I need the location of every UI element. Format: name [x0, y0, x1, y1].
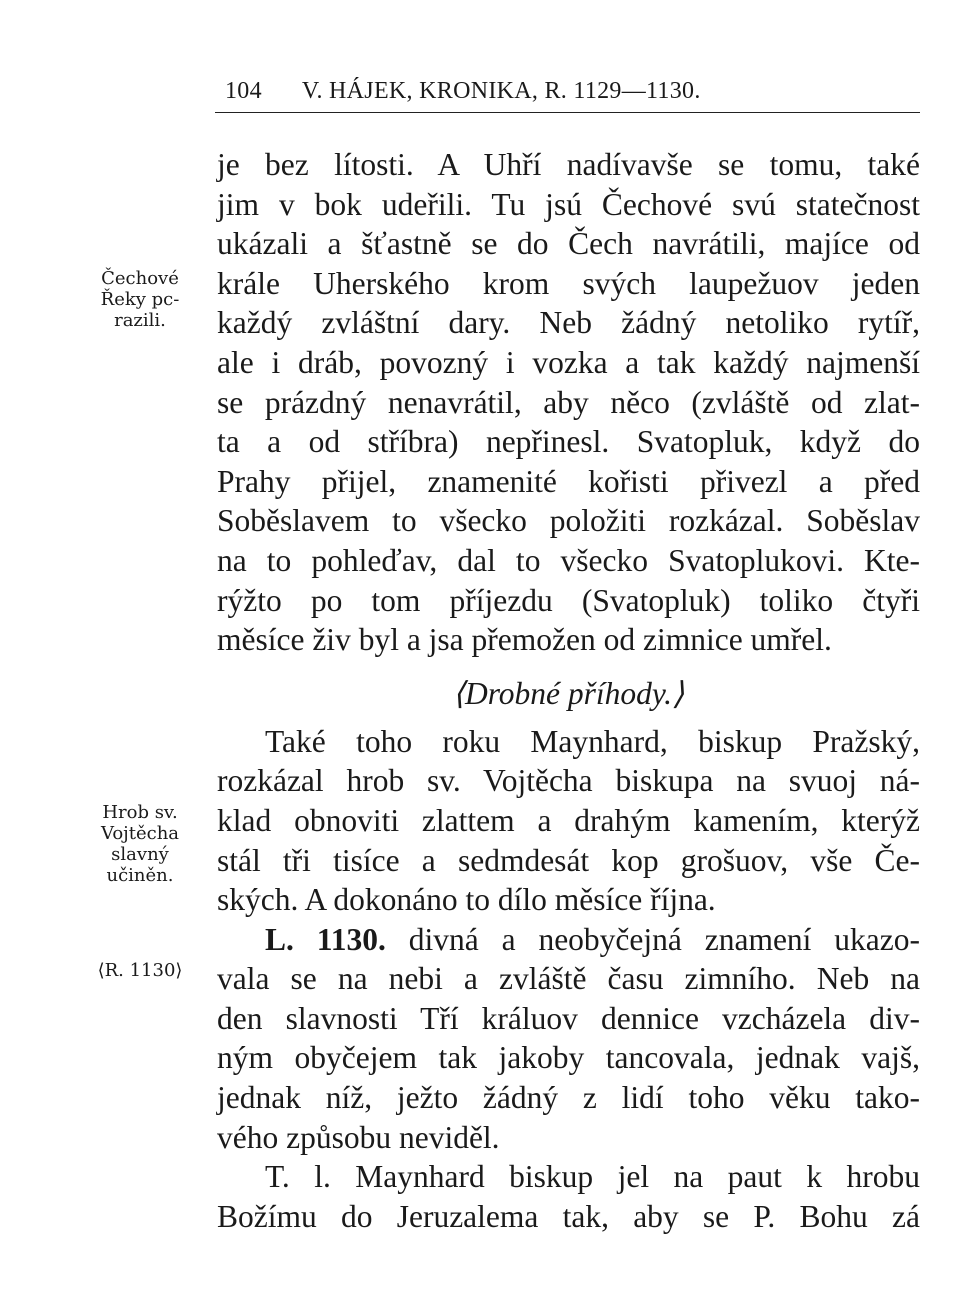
- text-line: T. l. Maynhard biskup jel na paut k hrobu: [265, 1159, 920, 1195]
- running-title: V. HÁJEK, KRONIKA, R. 1129—1130.: [301, 78, 701, 104]
- paragraph-1: [217, 145, 920, 660]
- section-heading: ⟨Drobné příhody.⟩: [452, 675, 685, 711]
- text-line: ale i dráb, povozný i vozka a tak každý najmenší: [217, 344, 920, 380]
- text-line: rozkázal hrob sv. Vojtěcha biskupa na svuoj ná-: [217, 763, 920, 799]
- text-line: ukázali a šťastně se do Čech navrátili, majíce od: [217, 226, 920, 262]
- side-note-line: Řeky pc-: [100, 289, 180, 310]
- text-line: ských. A dokonáno to dílo měsíce října.: [217, 882, 716, 918]
- side-note-line: Hrob sv.: [102, 802, 178, 823]
- text-line: je bez lítosti. A Uhří nadívavše se tomu, také: [217, 147, 920, 182]
- year-lead: L. 1130.: [265, 921, 386, 957]
- text-line: klad obnoviti zlattem a drahým kamením, kterýž: [217, 802, 920, 838]
- side-note-line: slavný: [111, 844, 169, 865]
- text-line: Soběslavem to všecko položiti rozkázal. Soběslav: [217, 503, 920, 539]
- text-line: ta a od stříbra) nepřinesl. Svatopluk, když do: [217, 424, 920, 460]
- text-line: L. 1130. divná a neobyčejná znamení ukazo-: [265, 921, 920, 957]
- running-header: [215, 72, 920, 113]
- text-line: ným obyčejem tak jakoby tancovala, jednak vajš,: [217, 1040, 920, 1076]
- side-note-line: učiněn.: [106, 865, 174, 886]
- text-line: se prázdný nenavrátil, aby něco (zvláště od zlat-: [217, 384, 920, 420]
- paragraph-2: [217, 722, 920, 920]
- side-note-line: razili.: [114, 310, 166, 331]
- text-line: krále Uherského krom svých laupežuov jeden: [217, 265, 920, 301]
- side-note-cechove: [70, 268, 210, 331]
- text-line: den slavnosti Tří králuov dennice vzcházela div-: [217, 1000, 920, 1036]
- text-line: jim v bok udeřili. Tu jsú Čechové svú statečnost: [217, 186, 920, 222]
- text-line: Božímu do Jeruzalema tak, aby se P. Bohu zá: [217, 1198, 920, 1234]
- text-line: vého způsobu neviděl.: [217, 1119, 500, 1155]
- paragraph-4: [217, 1157, 920, 1236]
- text-line: na to pohleďav, dal to všecko Svatoplukovi. Kte-: [217, 542, 920, 578]
- text-line: měsíce živ byl a jsa přemožen od zimnice umřel.: [217, 622, 832, 658]
- text-line: jednak níž, ježto žádný z lidí toho věku tako-: [217, 1080, 920, 1116]
- side-note-line: ⟨R. 1130⟩: [97, 960, 183, 981]
- text-line: každý zvláštní dary. Neb žádný netoliko rytíř,: [217, 305, 920, 341]
- side-note-line: Vojtěcha: [100, 823, 180, 844]
- text-line: stál tři tisíce a sedmdesát kop grošuov, vše Če-: [217, 842, 920, 878]
- side-note-line: Čechové: [101, 268, 179, 289]
- text-line: Prahy přijel, znamenité kořisti přivezl a před: [217, 463, 920, 499]
- text-line: rýžto po tom příjezdu (Svatopluk) toliko čtyři: [217, 582, 920, 618]
- side-note-hrob: [70, 802, 210, 886]
- text-line: Také toho roku Maynhard, biskup Pražský,: [265, 723, 920, 759]
- text-line: vala se na nebi a zvláště času zimního. Neb na: [217, 961, 920, 997]
- paragraph-3: [217, 920, 920, 1158]
- main-text: [217, 145, 920, 1236]
- side-note-year: [70, 960, 210, 981]
- page-number: 104: [225, 78, 262, 104]
